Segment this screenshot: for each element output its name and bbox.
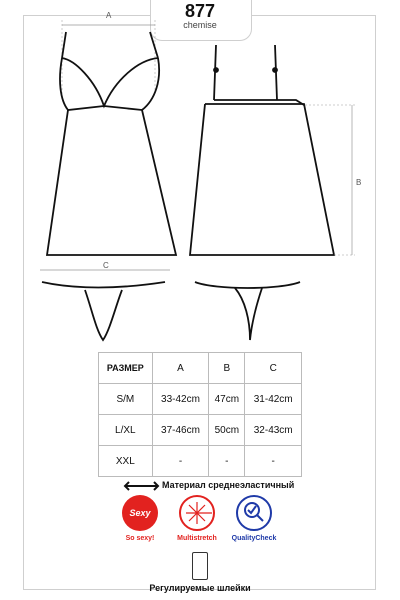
quality-check-label: QualityCheck bbox=[231, 535, 277, 542]
sexy-badge: Sexy bbox=[122, 495, 158, 531]
table-cell: S/M bbox=[99, 384, 153, 415]
table-header-cell: РАЗМЕР bbox=[99, 353, 153, 384]
double-arrow-icon bbox=[125, 482, 158, 490]
table-row bbox=[99, 384, 302, 415]
table-cell: XXL bbox=[99, 446, 153, 477]
table-header-row bbox=[99, 353, 302, 384]
product-name: chemise bbox=[183, 20, 217, 30]
table-header-cell: A bbox=[152, 353, 209, 384]
table-cell: 47cm bbox=[209, 384, 245, 415]
table-cell: - bbox=[152, 446, 209, 477]
table-cell: 33-42cm bbox=[152, 384, 209, 415]
sexy-badge-label: So sexy! bbox=[125, 535, 155, 542]
adjustable-straps-label: Регулируемые шлейки bbox=[149, 583, 251, 593]
table-cell: 50cm bbox=[209, 415, 245, 446]
dimension-a-label: A bbox=[106, 11, 112, 20]
quality-check-badge bbox=[236, 495, 272, 531]
table-header-cell: B bbox=[209, 353, 245, 384]
strap-adjuster-icon bbox=[192, 552, 208, 580]
table-cell: L/XL bbox=[99, 415, 153, 446]
thong-front-drawing bbox=[42, 282, 165, 340]
material-note: Материал среднеэластичный bbox=[162, 480, 295, 490]
thong-back-drawing bbox=[195, 282, 300, 340]
table-cell: - bbox=[245, 446, 302, 477]
table-cell: 32-43cm bbox=[245, 415, 302, 446]
table-cell: - bbox=[209, 446, 245, 477]
table-row bbox=[99, 446, 302, 477]
dimension-b-label: B bbox=[356, 178, 362, 187]
multistretch-label: Multistretch bbox=[177, 535, 217, 542]
multistretch-badge bbox=[179, 495, 215, 531]
table-cell: 31-42cm bbox=[245, 384, 302, 415]
table-header-cell: C bbox=[245, 353, 302, 384]
table-row bbox=[99, 415, 302, 446]
size-table bbox=[98, 352, 302, 477]
chemise-back-drawing bbox=[190, 45, 334, 255]
dimension-c-label: C bbox=[103, 261, 109, 270]
table-cell: 37-46cm bbox=[152, 415, 209, 446]
chemise-front-drawing bbox=[47, 32, 176, 255]
product-number: 877 bbox=[184, 1, 216, 21]
